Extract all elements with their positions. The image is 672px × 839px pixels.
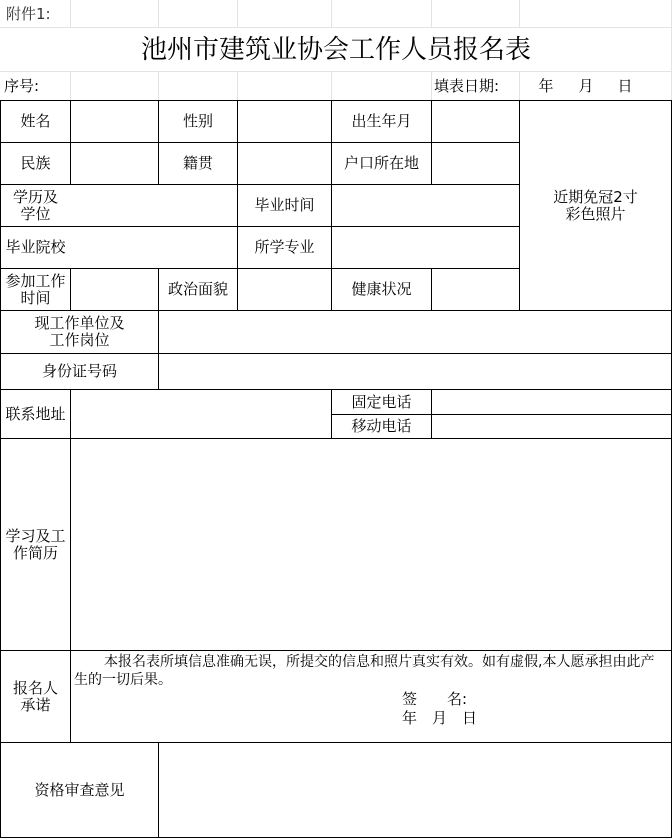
mobile-label: 移动电话 xyxy=(351,417,412,435)
fill-date-label: 填表日期: xyxy=(434,76,500,95)
table-line xyxy=(70,389,71,743)
major-label: 所学专业 xyxy=(254,238,315,256)
resume-label: 学习及工 作简历 xyxy=(5,526,66,562)
gridline xyxy=(0,27,672,28)
table-line xyxy=(0,650,672,651)
date-day-label: 日 xyxy=(617,76,633,95)
review-label: 资格审查意见 xyxy=(34,780,125,799)
name-label: 姓名 xyxy=(20,112,51,130)
gridline xyxy=(331,0,332,28)
gridline xyxy=(519,0,520,28)
table-line xyxy=(158,742,159,838)
grad-time-label: 毕业时间 xyxy=(254,196,315,214)
gridline xyxy=(158,0,159,28)
gender-label: 性别 xyxy=(182,112,213,130)
table-line xyxy=(70,268,71,311)
current-job-label: 现工作单位及 工作岗位 xyxy=(34,314,125,349)
gridline xyxy=(519,71,520,101)
table-line xyxy=(0,837,672,838)
birth-label: 出生年月 xyxy=(351,112,412,130)
pledge-label: 报名人 承诺 xyxy=(12,678,58,714)
serial-label: 序号: xyxy=(4,76,40,95)
political-label: 政治面貌 xyxy=(167,280,228,298)
education-label: 学历及 学位 xyxy=(12,187,58,223)
photo-placeholder: 近期免冠2寸 彩色照片 xyxy=(553,187,638,223)
gridline xyxy=(237,71,238,101)
school-label: 毕业院校 xyxy=(5,238,66,256)
table-line xyxy=(0,268,520,269)
table-line xyxy=(0,438,672,439)
gridline xyxy=(158,71,159,101)
work-start-label: 参加工作 时间 xyxy=(5,271,66,307)
attachment-label: 附件1: xyxy=(6,4,51,23)
date-month-label: 月 xyxy=(578,76,594,95)
hukou-label: 户口所在地 xyxy=(343,154,419,172)
id-number-label: 身份证号码 xyxy=(41,362,117,380)
gridline xyxy=(0,71,672,72)
address-label: 联系地址 xyxy=(5,404,66,423)
table-line xyxy=(70,100,71,185)
sign-label: 签 名: xyxy=(402,689,468,708)
page-title: 池州市建筑业协会工作人员报名表 xyxy=(140,34,531,65)
table-line xyxy=(431,100,432,185)
table-line xyxy=(431,268,432,311)
gridline xyxy=(331,71,332,101)
ethnicity-label: 民族 xyxy=(20,154,51,172)
sign-date: 年 月 日 xyxy=(402,708,478,727)
health-label: 健康状况 xyxy=(351,280,412,298)
gridline xyxy=(431,71,432,101)
gridline xyxy=(237,0,238,28)
table-line xyxy=(0,142,520,143)
native-place-label: 籍贯 xyxy=(182,154,213,172)
date-year-label: 年 xyxy=(538,76,554,95)
landline-label: 固定电话 xyxy=(351,392,412,411)
pledge-text: 本报名表所填信息准确无误，所提交的信息和照片真实有效。如有虚假,本人愿承担由此产生的一切后果。 xyxy=(74,654,655,688)
table-line xyxy=(431,389,432,439)
gridline xyxy=(431,0,432,28)
